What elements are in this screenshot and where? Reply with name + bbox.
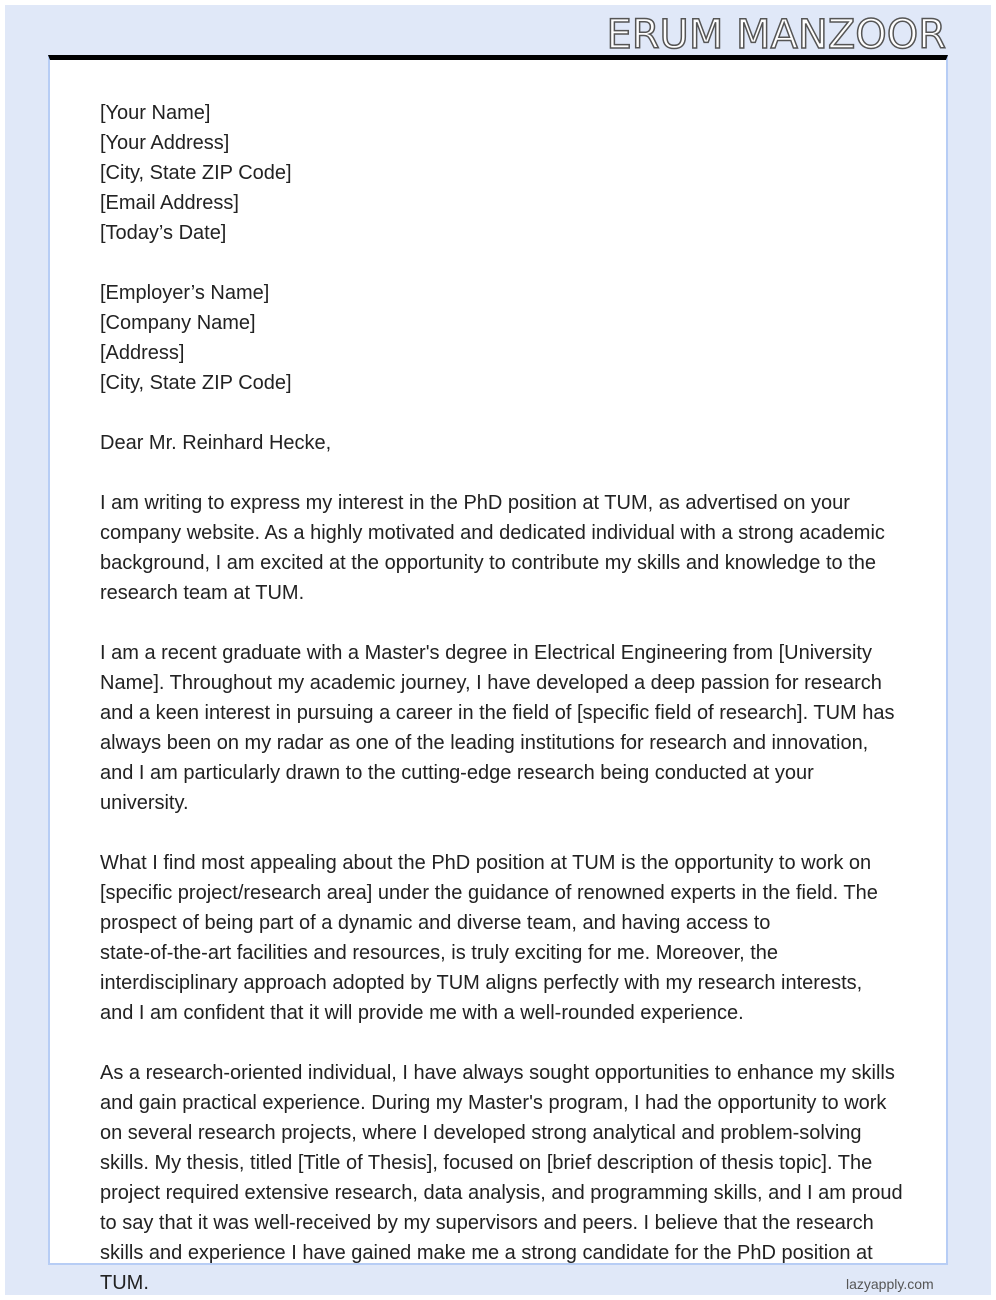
recipient-line: [Employer’s Name] [100,282,270,304]
paragraph-line: interdisciplinary approach adopted by TUM aligns perfectly with my research interests, [100,972,863,994]
watermark: lazyapply.com [846,1276,934,1292]
author-name: ERUM MANZOOR [606,12,946,58]
paragraph-line: background, I am excited at the opportunity to contribute my skills and knowledge to the [100,552,876,574]
sender-line: [Email Address] [100,192,239,214]
recipient-block [100,278,920,398]
paragraph-line: I am writing to express my interest in the PhD position at TUM, as advertised on your [100,492,850,514]
paragraph-line: always been on my radar as one of the leading institutions for research and innovation, [100,732,869,754]
paragraph-line: What I find most appealing about the PhD position at TUM is the opportunity to work on [100,852,872,874]
paragraph-line: TUM. [100,1272,149,1294]
paragraph-line: prospect of being part of a dynamic and diverse team, and having access to [100,912,771,934]
paragraph-line: skills. My thesis, titled [Title of Thesis], focused on [brief description of thesis topic]. The [100,1152,873,1174]
paragraph-line: and I am particularly drawn to the cutting-edge research being conducted at your [100,762,814,784]
paragraph-line: skills and experience I have gained make me a strong candidate for the PhD position at [100,1242,873,1264]
paragraph-line: and gain practical experience. During my Master's program, I had the opportunity to work [100,1092,887,1114]
paragraph-line: Name]. Throughout my academic journey, I have developed a deep passion for research [100,672,882,694]
sender-block [100,98,920,248]
paragraph-line: university. [100,792,189,814]
salutation: Dear Mr. Reinhard Hecke, [100,432,332,454]
paragraph-line: As a research-oriented individual, I have always sought opportunities to enhance my skills [100,1062,895,1084]
paragraph-line: to say that it was well-received by my supervisors and peers. I believe that the research [100,1212,874,1234]
paragraph [100,488,920,608]
paragraph-line: state-of-the-art facilities and resources, is truly exciting for me. Moreover, the [100,942,779,964]
sender-line: [Your Address] [100,132,230,154]
paragraph-line: on several research projects, where I developed strong analytical and problem-solving [100,1122,862,1144]
recipient-line: [City, State ZIP Code] [100,372,292,394]
recipient-line: [Company Name] [100,312,256,334]
paragraph-line: company website. As a highly motivated and dedicated individual with a strong academic [100,522,885,544]
paragraph-line: I am a recent graduate with a Master's degree in Electrical Engineering from [University [100,642,872,664]
paragraph-line: and I am confident that it will provide me with a well-rounded experience. [100,1002,744,1024]
letter-body [100,98,920,1298]
paragraph [100,638,920,818]
paragraph-line: and a keen interest in pursuing a career in the field of [specific field of research]. TUM has [100,702,895,724]
sender-line: [City, State ZIP Code] [100,162,292,184]
paragraph [100,1058,920,1298]
paragraph-line: research team at TUM. [100,582,305,604]
paragraph-line: [specific project/research area] under the guidance of renowned experts in the field. The [100,882,878,904]
recipient-line: [Address] [100,342,185,364]
paragraph [100,848,920,1028]
sender-line: [Your Name] [100,102,211,124]
sender-line: [Today’s Date] [100,222,227,244]
paragraph-line: project required extensive research, data analysis, and programming skills, and I am proud [100,1182,903,1204]
